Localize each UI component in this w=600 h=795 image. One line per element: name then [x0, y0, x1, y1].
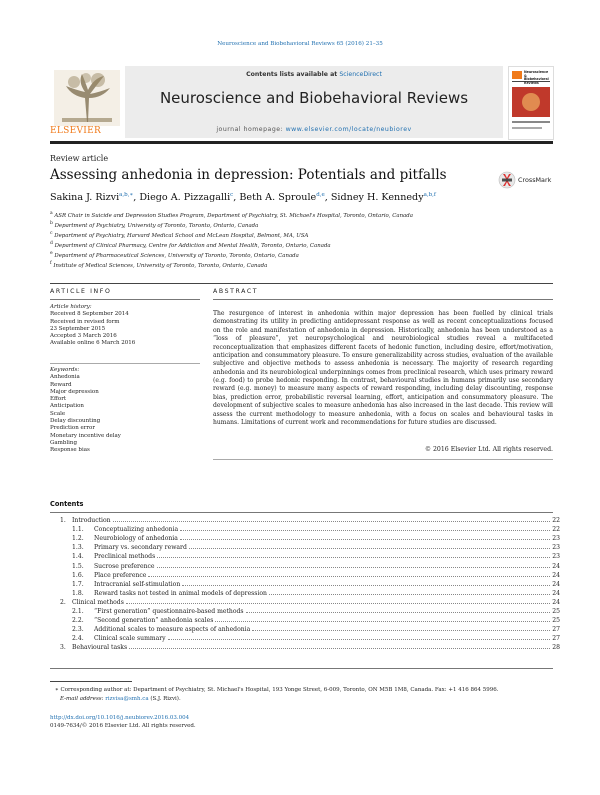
toc-label: Neurobiology of anhedonia [94, 535, 178, 543]
cover-title: Neuroscience & Biobehavioral Reviews [524, 70, 549, 85]
contents-heading: Contents [50, 500, 84, 508]
keywords-label: Keywords: [50, 367, 80, 373]
elsevier-wordmark: ELSEVIER [50, 126, 102, 136]
toc-label: Primary vs. secondary reward [94, 544, 187, 552]
toc-page-number: 24 [552, 580, 560, 588]
journal-reference[interactable]: Neuroscience and Biobehavioral Reviews 65 (2016) 21–35 [217, 41, 383, 47]
affiliation-list [50, 210, 413, 271]
toc-page-number: 27 [552, 626, 560, 634]
toc-number: 1.6. [72, 571, 84, 579]
toc-entry[interactable] [60, 579, 560, 588]
toc-leader-dots [252, 630, 550, 631]
toc-number: 1.5. [72, 562, 84, 570]
toc-page-number: 25 [552, 608, 560, 615]
toc-page-number: 22 [552, 517, 560, 524]
contents-end-rule [50, 668, 553, 669]
toc-entry[interactable] [60, 570, 560, 579]
toc-page-number: 24 [552, 589, 560, 597]
toc-leader-dots [129, 648, 550, 649]
toc-label: Introduction [72, 517, 111, 524]
toc-label: Intracranial self-stimulation [94, 580, 181, 588]
toc-leader-dots [157, 567, 551, 568]
abstract-heading: ABSTRACT [213, 288, 259, 295]
keyword: Delay discounting [50, 418, 101, 425]
toc-page-number: 24 [552, 571, 560, 579]
toc-leader-dots [168, 639, 551, 640]
toc-number: 2. [60, 598, 66, 606]
author-2[interactable]: Diego A. Pizzagalli$^c$ [139, 192, 234, 204]
affiliation: $^b$ Department of Psychiatry, University of Toronto, Toronto, Ontario, Canada [50, 221, 259, 229]
affiliation: $^c$ Department of Psychiatry, Harvard Medical School and McLean Hospital, Belmont, MA, USA [50, 231, 309, 239]
footnote-rule [50, 681, 132, 682]
abstract-text: The resurgence of interest in anhedonia within major depression has been fuelled by clinical trials demonstrating its utility in predicting antidepressant response as well as recent conceptualizations focused on the role and manifestation of anhedonia in depression. Historically, anhedonia has been understood as a “loss of pleasure”, yet neuropsychological and neurobiological studies reveal a multifaceted reconceptualization that emphasizes different facets of hedonic function, including desire, effort/motivation, anticipation and consummatory pleasure. To ensure generalizability across studies, evaluation of the available subjective and objective methods to assess anhedonia is necessary. The majority of research regarding anhedonia and its neurobiological underpinnings comes from preclinical research, which uses primary reward (e.g. food) to probe hedonic responding. In contrast, behavioural studies in humans primarily use secondary reward (e.g. money) to measure many aspects of reward responding, including delay discounting, response bias, prediction error, probabilistic reversal learning, effort, anticipation and consummatory pleasure. The development of subjective scales to measure anhedonia has also increased in the last decade. This review will assess the current methodology to measure anhedonia, with a focus on scales and behavioural tasks in humans. Limitations of current work and recommendations for future studies are discussed. [213, 310, 553, 426]
toc-number: 2.3. [72, 626, 84, 634]
keyword: Effort [50, 396, 67, 403]
crossmark-label: CrossMark [518, 176, 552, 184]
toc-page-number: 28 [552, 644, 560, 652]
toc-page-number: 22 [552, 526, 560, 534]
info-rule [50, 299, 200, 300]
toc-number: 1. [60, 517, 66, 524]
section-rule [50, 283, 553, 284]
toc-number: 2.4. [72, 635, 84, 643]
author-4[interactable]: Sidney H. Kennedy$^{a,b,f}$ [330, 192, 436, 204]
toc-leader-dots [215, 621, 550, 622]
toc-entry[interactable] [60, 524, 560, 533]
toc-entry[interactable] [60, 624, 560, 633]
contents-rule [50, 512, 553, 513]
toc-entry[interactable] [60, 515, 560, 524]
email-label: E-mail address: [60, 696, 104, 702]
affiliation: $^a$ ASR Chair in Suicide and Depression Studies Program, Department of Psychiatry, St. Michael's Hospital, Toronto, Ontario, Canada [50, 211, 413, 219]
toc-page-number: 25 [552, 617, 560, 625]
toc-page-number: 23 [552, 544, 560, 552]
keyword: Scale [50, 410, 66, 417]
contents-prefix: Contents lists available at [246, 71, 338, 78]
article-history [50, 304, 135, 348]
toc-leader-dots [182, 585, 550, 586]
keyword: Gambling [50, 439, 77, 446]
toc-entry[interactable] [60, 561, 560, 570]
history-label: Article history: [50, 304, 92, 310]
email-suffix: (S.J. Rizvi). [150, 696, 181, 702]
article-title: Assessing anhedonia in depression: Potentials and pitfalls [50, 167, 447, 183]
toc-entry[interactable] [60, 606, 560, 615]
journal-homepage [125, 126, 503, 133]
toc-leader-dots [189, 548, 550, 549]
toc-page-number: 23 [552, 553, 560, 561]
toc-label: Clinical scale summary [94, 635, 166, 643]
toc-label: Preclinical methods [94, 553, 156, 561]
journal-cover-thumbnail[interactable] [508, 66, 554, 140]
homepage-url-link[interactable]: www.elsevier.com/locate/neubiorev [285, 126, 412, 133]
keyword: Anticipation [50, 403, 84, 410]
author-list: Sakina J. Rizvi$^{a,b,∗}$, Diego A. Pizzagalli$^c$, Beth A. Sproule$^{d,e}$, Sidney H. Kennedy$^{a,b,f}$ [50, 192, 436, 204]
article-info-heading: ARTICLE INFO [50, 288, 112, 295]
keywords-list [50, 367, 121, 455]
email-note [60, 695, 181, 703]
toc-number: 1.7. [72, 580, 84, 588]
toc-entry[interactable] [60, 551, 560, 560]
toc-label: Behavioural tasks [72, 644, 128, 652]
keyword: Anhedonia [50, 374, 80, 381]
toc-leader-dots [180, 539, 550, 540]
affiliation: $^f$ Institute of Medical Sciences, University of Toronto, Toronto, Ontario, Canada [50, 261, 268, 270]
elsevier-tree-logo [52, 68, 122, 130]
corresponding-author-note: ∗ Corresponding author at: Department of Psychiatry, St. Michael's Hospital, 193 Yonge Street, 6-009, Toronto, ON M5B 1M8, Canada. Fax: +1 416 864 5996. [55, 687, 499, 693]
toc-number: 1.1. [72, 526, 84, 534]
history-entry: Accepted 3 March 2016 [50, 333, 117, 340]
toc-entry[interactable] [60, 588, 560, 597]
toc-leader-dots [148, 576, 550, 577]
toc-entry[interactable] [60, 633, 560, 642]
toc-entry[interactable] [60, 642, 560, 651]
toc-page-number: 24 [552, 598, 560, 606]
toc-label: Place preference [94, 571, 147, 579]
journal-title: Neuroscience and Biobehavioral Reviews [159, 89, 469, 107]
history-entry: Received 8 September 2014 [50, 311, 129, 318]
affiliation: $^d$ Department of Clinical Pharmacy, Centre for Addiction and Mental Health, Toronto, Ontario, Canada [50, 241, 331, 250]
toc-page-number: 24 [552, 562, 560, 570]
abstract-end-rule [213, 459, 553, 460]
toc-number: 1.8. [72, 589, 84, 597]
toc-leader-dots [157, 557, 550, 558]
toc-entry[interactable] [60, 615, 560, 624]
keyword: Major depression [50, 388, 99, 395]
email-link[interactable]: rizvisa@smh.ca [105, 696, 149, 702]
toc-number: 3. [60, 644, 66, 652]
keyword: Prediction error [50, 425, 95, 432]
keyword: Response bias [50, 447, 90, 454]
toc-label: Reward tasks not tested in animal models of depression [94, 589, 267, 597]
toc-number: 1.4. [72, 553, 84, 561]
toc-page-number: 23 [552, 535, 560, 543]
toc-label: “Second generation” anhedonia scales [94, 617, 214, 625]
history-entry: 23 September 2015 [50, 325, 106, 332]
affiliation: $^e$ Department of Pharmaceutical Sciences, University of Toronto, Toronto, Ontario, Canada [50, 251, 299, 260]
toc-leader-dots [126, 603, 550, 604]
doi-link[interactable]: http://dx.doi.org/10.1016/j.neubiorev.2016.03.004 [50, 715, 190, 721]
toc-label: “First generation” questionnaire-based methods [94, 608, 244, 615]
toc-page-number: 27 [552, 635, 560, 643]
toc-entry[interactable] [60, 533, 560, 542]
history-entry: Available online 6 March 2016 [50, 340, 136, 347]
toc-entry[interactable] [60, 542, 560, 551]
toc-leader-dots [269, 594, 550, 595]
toc-leader-dots [246, 612, 551, 613]
header-rule [50, 141, 553, 144]
toc-entry[interactable] [60, 597, 560, 606]
author-3[interactable]: Beth A. Sproule$^{d,e}$ [239, 192, 325, 204]
toc-leader-dots [113, 521, 551, 522]
toc-number: 1.2. [72, 535, 84, 543]
toc-number: 2.2. [72, 617, 84, 625]
homepage-label: journal homepage: [216, 126, 284, 133]
issn-line: 0149-7634/© 2016 Elsevier Ltd. All rights reserved. [50, 723, 196, 729]
toc-number: 2.1. [72, 608, 84, 615]
contents-available-line [125, 71, 503, 78]
keyword: Monetary incentive delay [50, 432, 121, 439]
crossmark-icon [498, 171, 516, 189]
toc-label: Conceptualizing anhedonia [94, 526, 179, 534]
crossmark-badge[interactable] [498, 171, 556, 189]
toc-leader-dots [180, 530, 550, 531]
toc-number: 1.3. [72, 544, 84, 552]
sciencedirect-link[interactable]: ScienceDirect [339, 71, 382, 78]
article-type: Review article [50, 154, 109, 163]
table-of-contents [60, 515, 560, 655]
keyword: Reward [50, 381, 72, 388]
abstract-rule [213, 299, 553, 300]
toc-label: Additional scales to measure aspects of anhedonia [94, 626, 251, 634]
keywords-rule [50, 363, 200, 364]
author-1[interactable]: Sakina J. Rizvi$^{a,b,∗}$ [50, 192, 134, 204]
abstract-copyright: © 2016 Elsevier Ltd. All rights reserved. [424, 446, 553, 453]
history-entry: Received in revised form [50, 318, 120, 325]
toc-label: Sucrose preference [94, 562, 155, 570]
toc-label: Clinical methods [72, 598, 124, 606]
